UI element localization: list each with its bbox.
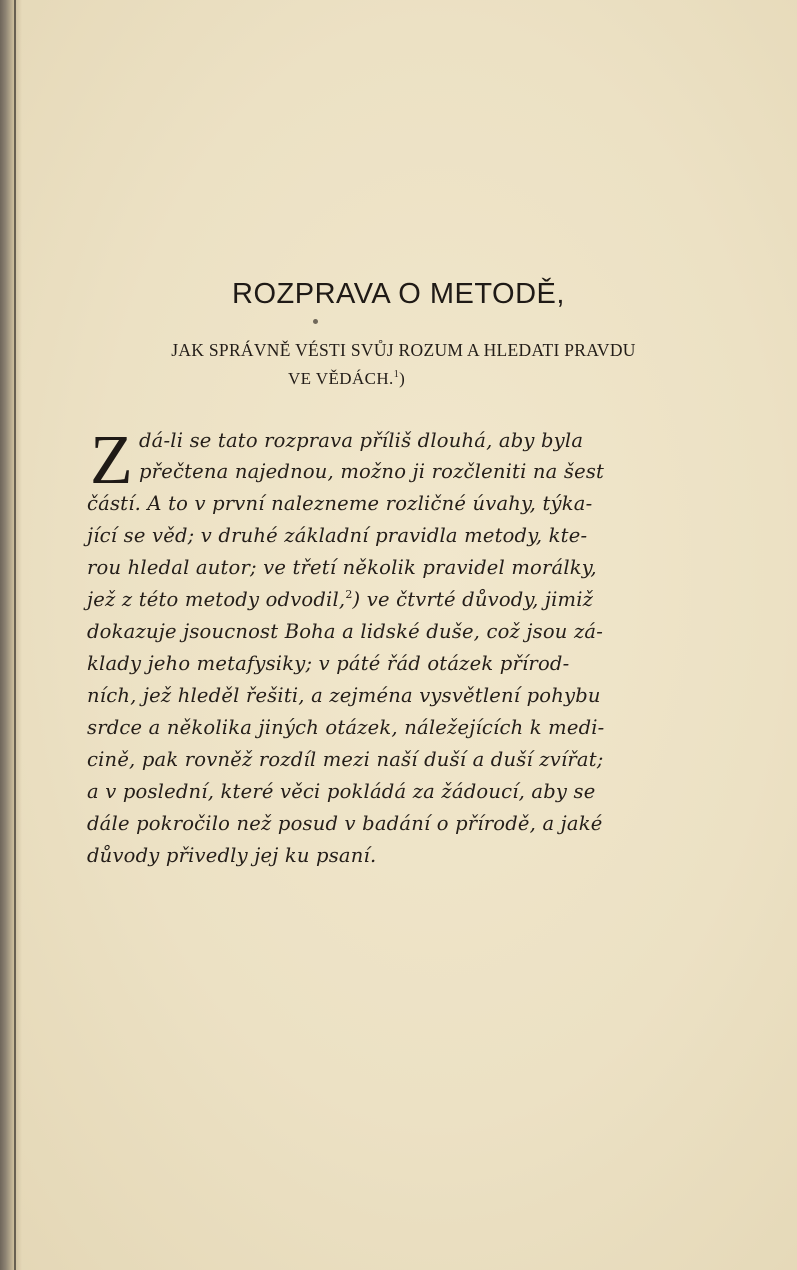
chapter-subtitle-line-1: JAK SPRÁVNĚ VÉSTI SVŮJ ROZUM A HLEDATI PRAVDU: [171, 340, 636, 360]
drop-cap: Z: [90, 422, 133, 499]
chapter-title: ROZPRAVA O METODĚ,: [232, 278, 565, 310]
text-line-3: částí. A to v první nalezneme rozličné úvahy, týka-: [87, 492, 593, 515]
text-line-9: ních, jež hleděl řešiti, a zejména vysvětlení pohybu: [87, 684, 601, 707]
book-spine-shadow: [0, 0, 22, 1270]
text-line-12: a v poslední, které věci pokládá za žádoucí, aby se: [87, 780, 596, 803]
text-line-10: srdce a několika jiných otázek, náležejících k medi-: [87, 716, 605, 739]
subtitle-text: VE VĚDÁCH.: [288, 369, 394, 388]
chapter-subtitle-line-2: [288, 369, 405, 389]
book-spine-edge: [14, 0, 16, 1270]
text-line-7: dokazuje jsoucnost Boha a lidské duše, což jsou zá-: [87, 620, 604, 643]
text-line-13: dále pokročilo než posud v badání o přírodě, a jaké: [87, 812, 603, 835]
text-line-6-start: jež z této metody odvodil,: [87, 588, 346, 611]
ink-speck: [313, 319, 318, 324]
text-line-6-end: ) ve čtvrté důvody, jimiž: [352, 588, 594, 611]
text-line-6: [87, 588, 593, 618]
text-line-2: přečtena najednou, možno ji rozčleniti na šest: [139, 460, 605, 483]
footnote-marker-2: 2: [345, 588, 353, 601]
text-line-5: rou hledal autor; ve třetí několik pravidel morálky,: [87, 556, 597, 579]
text-line-11: cině, pak rovněž rozdíl mezi naší duší a duší zvířat;: [87, 748, 604, 771]
text-line-4: jící se věd; v druhé základní pravidla metody, kte-: [87, 524, 588, 547]
text-line-14: důvody přivedly jej ku psaní.: [87, 844, 377, 867]
text-line-1: dá-li se tato rozprava příliš dlouhá, aby byla: [139, 429, 584, 452]
footnote-paren-1: ): [399, 369, 406, 388]
footnote-marker-1: 1: [393, 369, 400, 380]
text-line-8: klady jeho metafysiky; v páté řád otázek přírod-: [87, 652, 570, 675]
